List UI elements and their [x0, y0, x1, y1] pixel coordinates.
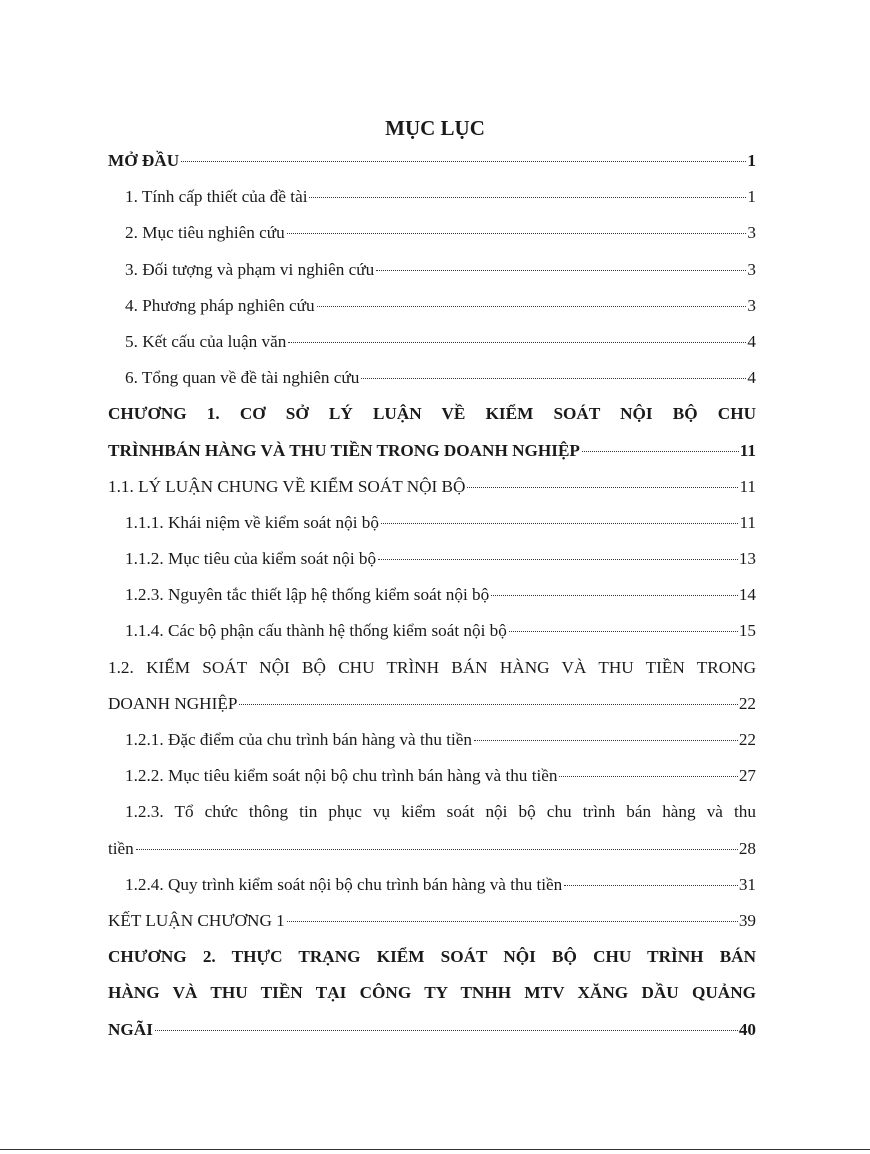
dot-leader — [361, 378, 746, 379]
toc-entry-text: 1.1.1. Khái niệm về kiểm soát nội bộ — [125, 512, 379, 532]
toc-page-number: 11 — [739, 440, 756, 460]
toc-entry-line[interactable] — [108, 939, 756, 975]
toc-entry[interactable] — [108, 903, 756, 939]
toc-entry-text: 1. Tính cấp thiết của đề tài — [125, 187, 308, 207]
toc-page-number: 22 — [738, 693, 756, 713]
toc-entry-text: DOANH NGHIỆP — [108, 693, 238, 713]
toc-entry-text: 1.2.3. Nguyên tắc thiết lập hệ thống kiểm soát nội bộ — [125, 585, 490, 605]
toc-page-number: 11 — [739, 476, 756, 496]
toc-title: MỤC LỤC — [385, 116, 485, 140]
toc-entry-text: HÀNG VÀ THU TIỀN TẠI CÔNG TY TNHH MTV XĂNG DẦU QUẢNG — [108, 983, 756, 1003]
toc-entry[interactable] — [108, 215, 756, 251]
toc-entry[interactable] — [108, 433, 756, 469]
dot-leader — [287, 233, 747, 234]
dot-leader — [309, 197, 746, 198]
toc-entry-text: 1.2. KIỂM SOÁT NỘI BỘ CHU TRÌNH BÁN HÀNG VÀ THU TIỀN TRONG — [108, 657, 756, 677]
toc-entry[interactable] — [108, 722, 756, 758]
toc-entry-text: 6. Tổng quan về đề tài nghiên cứu — [125, 368, 360, 388]
toc-page-number: 1 — [747, 187, 756, 207]
dot-leader — [136, 849, 738, 850]
dot-leader — [467, 487, 738, 488]
dot-leader — [288, 342, 746, 343]
toc-entry-text: 1.1.2. Mục tiêu của kiểm soát nội bộ — [125, 549, 377, 569]
dot-leader — [287, 921, 738, 922]
toc-page-number: 3 — [747, 223, 756, 243]
toc-page-number: 22 — [738, 730, 756, 749]
toc-page-number: 1 — [747, 151, 756, 170]
toc-entry-text: tiền — [108, 838, 134, 858]
toc-entry[interactable] — [108, 324, 756, 360]
toc-entry-line[interactable] — [108, 975, 756, 1011]
toc-entry[interactable] — [108, 541, 756, 577]
toc-page-number: 3 — [747, 259, 756, 279]
toc-entry[interactable] — [108, 288, 756, 324]
toc-entry-text: KẾT LUẬN CHƯƠNG 1 — [108, 910, 285, 930]
dot-leader — [239, 704, 737, 705]
dot-leader — [378, 559, 738, 560]
toc-entry[interactable] — [108, 179, 756, 215]
toc-entry[interactable] — [108, 505, 756, 541]
toc-entry[interactable] — [108, 577, 756, 613]
dot-leader — [474, 740, 738, 741]
toc-entry-text: 1.2.3. Tổ chức thông tin phục vụ kiểm soát nội bộ chu trình bán hàng và thu — [125, 802, 756, 822]
dot-leader — [155, 1030, 738, 1031]
toc-page-number: 11 — [739, 512, 756, 532]
table-of-contents — [108, 143, 756, 1048]
toc-page-number: 4 — [747, 331, 756, 351]
dot-leader — [564, 885, 738, 886]
toc-entry[interactable] — [108, 758, 756, 794]
toc-page-number: 13 — [738, 549, 756, 569]
toc-entry[interactable] — [108, 867, 756, 903]
toc-entry[interactable] — [108, 1012, 756, 1048]
toc-entry[interactable] — [108, 252, 756, 288]
dot-leader — [181, 161, 746, 162]
toc-entry-text: 1.1.4. Các bộ phận cấu thành hệ thống kiểm soát nội bộ — [125, 621, 507, 641]
toc-entry-text: 4. Phương pháp nghiên cứu — [125, 295, 315, 315]
toc-entry-text: 1.2.1. Đặc điểm của chu trình bán hàng và thu tiền — [125, 730, 472, 749]
toc-page-number: 14 — [738, 585, 756, 605]
toc-page-number: 39 — [738, 910, 756, 930]
toc-page-number: 40 — [738, 1019, 756, 1039]
dot-leader — [376, 270, 746, 271]
toc-entry-text: 1.2.2. Mục tiêu kiểm soát nội bộ chu trình bán hàng và thu tiền — [125, 766, 558, 786]
toc-entry-text: CHƯƠNG 1. CƠ SỞ LÝ LUẬN VỀ KIỂM SOÁT NỘI BỘ CHU — [108, 404, 756, 424]
toc-entry-text: MỞ ĐẦU — [108, 151, 180, 170]
toc-entry[interactable] — [108, 613, 756, 649]
toc-entry-text: 5. Kết cấu của luận văn — [125, 331, 287, 351]
toc-entry-line[interactable] — [108, 650, 756, 686]
toc-entry-text: 1.2.4. Quy trình kiểm soát nội bộ chu trình bán hàng và thu tiền — [125, 874, 563, 894]
toc-page-number: 15 — [738, 621, 756, 641]
toc-entry-text: 1.1. LÝ LUẬN CHUNG VỀ KIỂM SOÁT NỘI BỘ — [108, 476, 466, 496]
toc-entry[interactable] — [108, 686, 756, 722]
toc-page-number: 4 — [747, 368, 756, 388]
toc-entry-text: TRÌNHBÁN HÀNG VÀ THU TIỀN TRONG DOANH NGHIỆP — [108, 440, 580, 460]
toc-page-number: 27 — [738, 766, 756, 786]
page-bottom-rule — [0, 1149, 870, 1150]
dot-leader — [559, 776, 737, 777]
dot-leader — [317, 306, 747, 307]
toc-page-number: 28 — [738, 838, 756, 858]
toc-entry-text: 2. Mục tiêu nghiên cứu — [125, 223, 285, 243]
toc-page-number: 31 — [738, 874, 756, 894]
toc-page-number: 3 — [747, 295, 756, 315]
toc-entry-line[interactable] — [108, 794, 756, 830]
toc-entry[interactable] — [108, 831, 756, 867]
toc-entry[interactable] — [108, 360, 756, 396]
toc-entry[interactable] — [108, 469, 756, 505]
toc-entry-line[interactable] — [108, 396, 756, 432]
toc-entry[interactable] — [108, 143, 756, 179]
dot-leader — [381, 523, 738, 524]
dot-leader — [582, 451, 739, 452]
toc-entry-text: CHƯƠNG 2. THỰC TRẠNG KIỂM SOÁT NỘI BỘ CHU TRÌNH BÁN — [108, 947, 756, 967]
dot-leader — [491, 595, 738, 596]
toc-entry-text: 3. Đối tượng và phạm vi nghiên cứu — [125, 259, 375, 279]
toc-entry-text: NGÃI — [108, 1019, 153, 1039]
dot-leader — [509, 631, 738, 632]
